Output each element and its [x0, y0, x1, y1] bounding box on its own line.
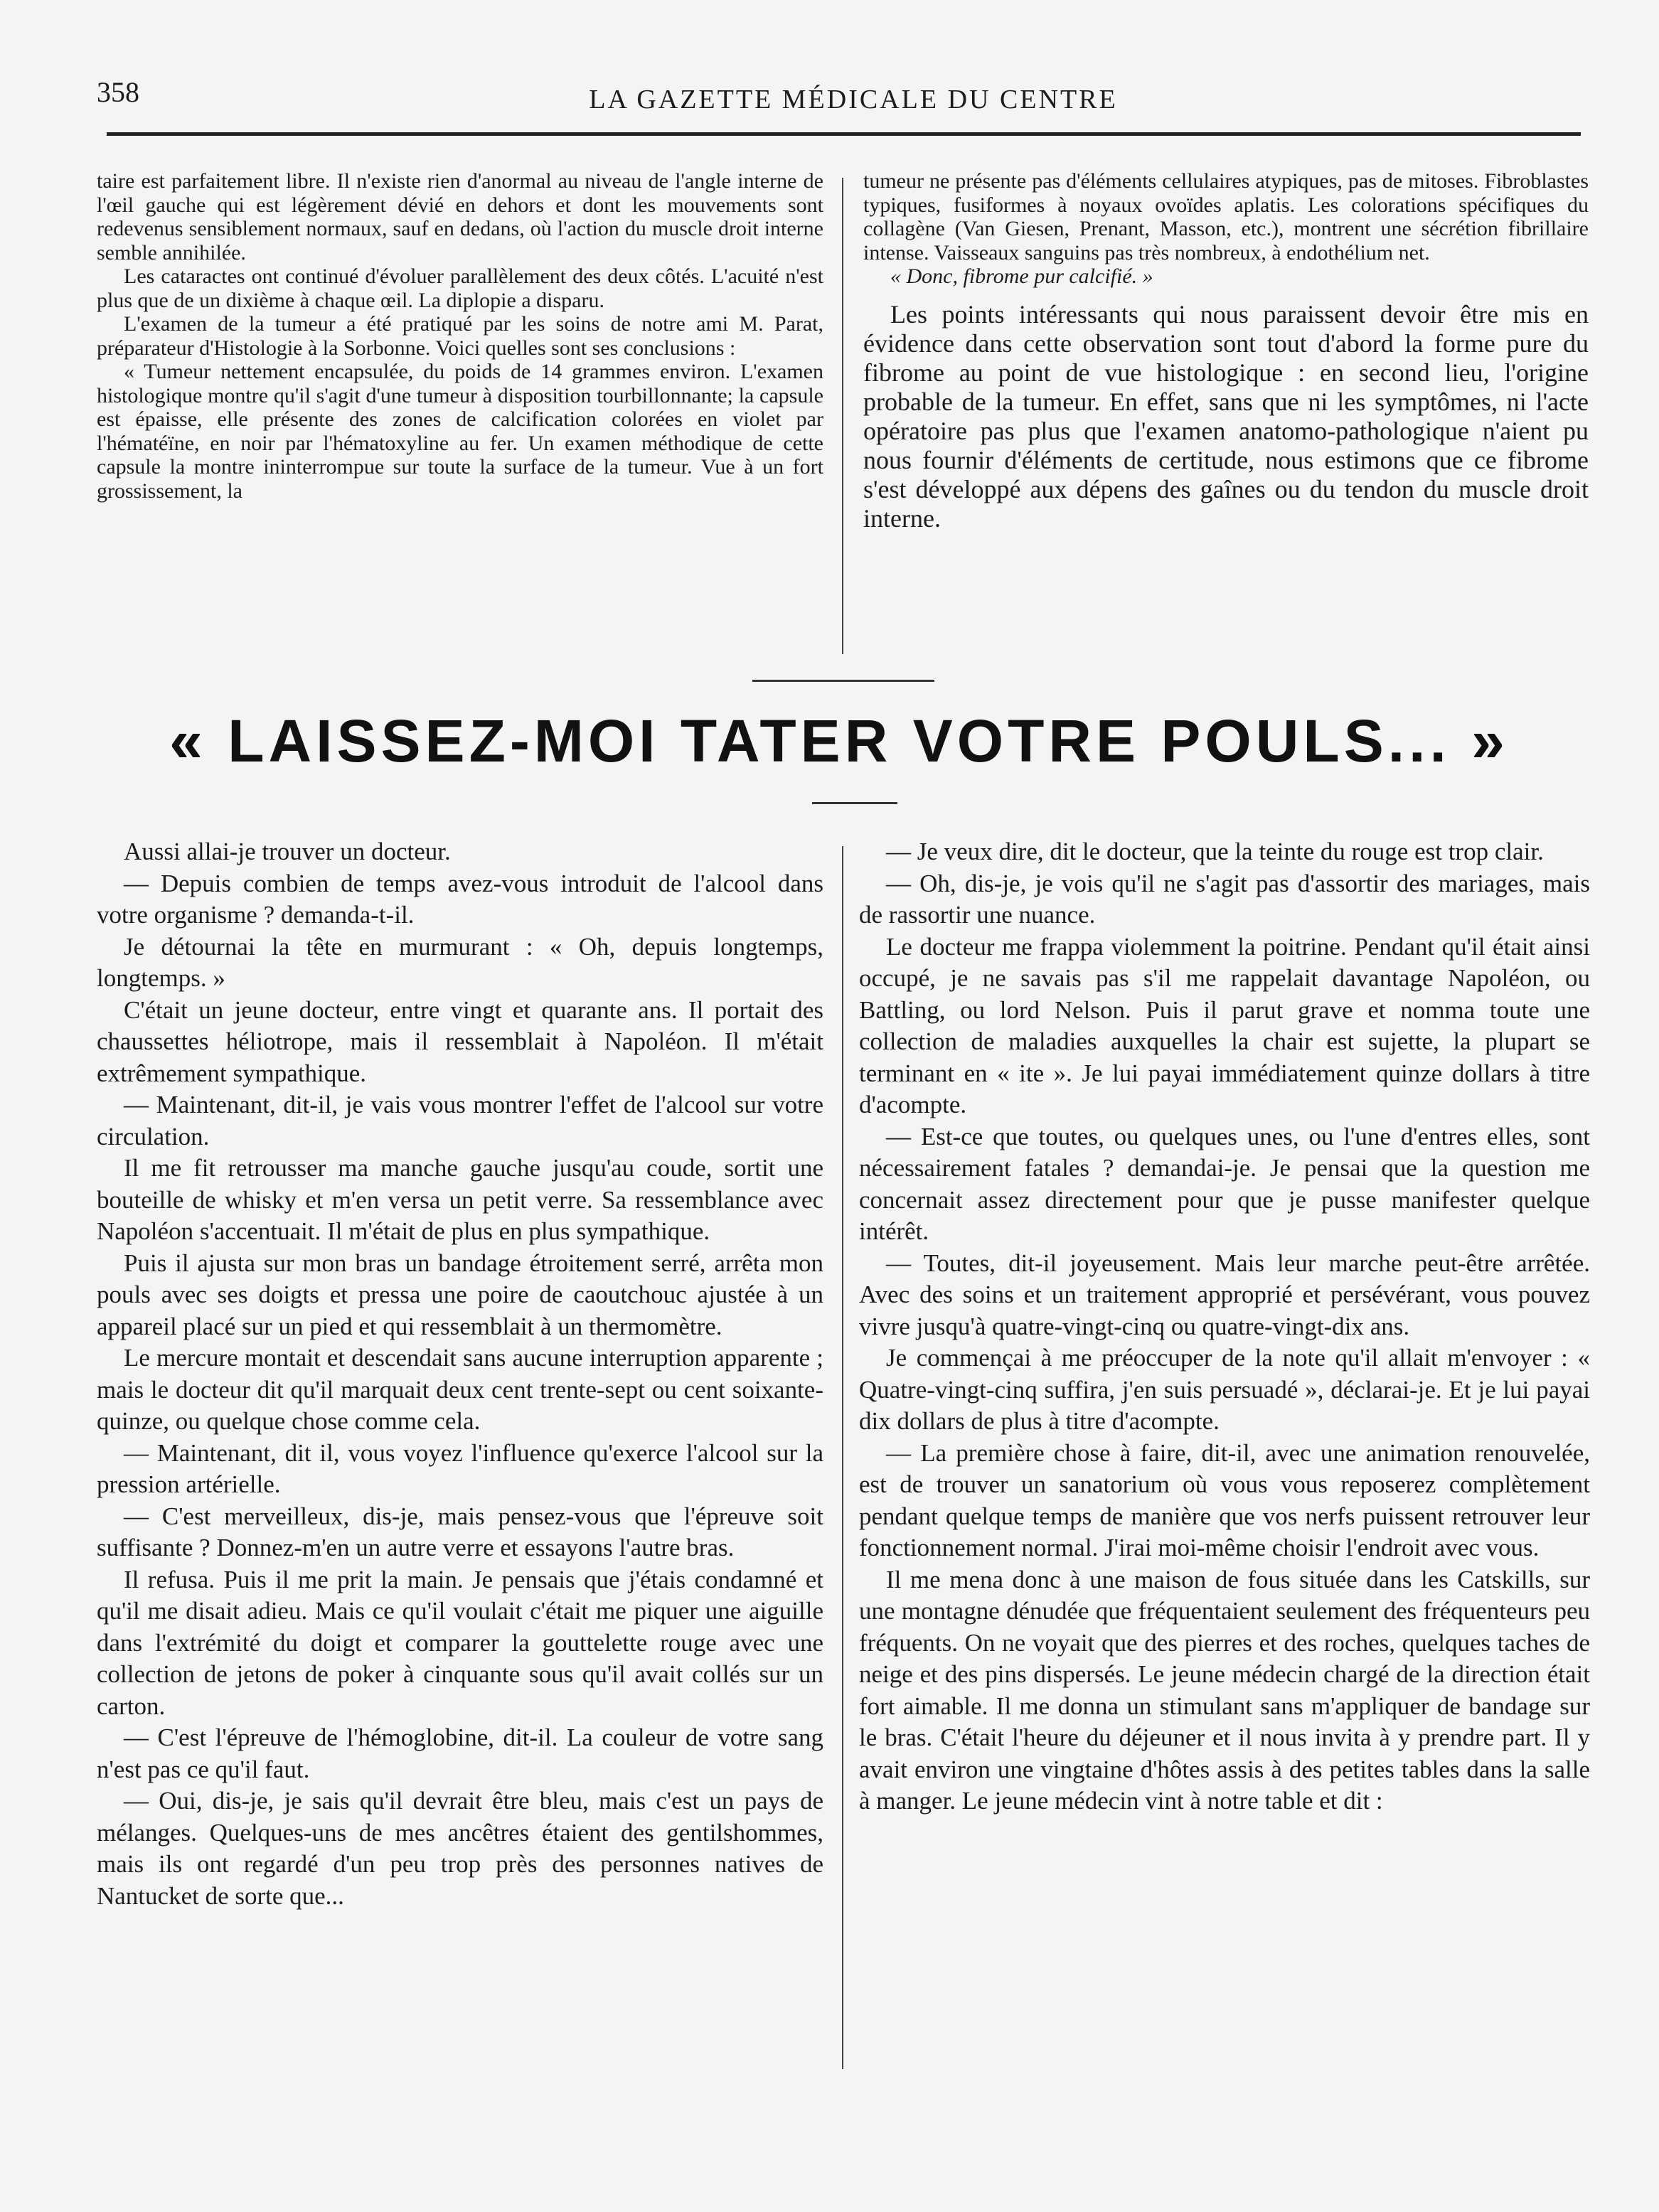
paragraph: Puis il ajusta sur mon bras un bandage étroitement serré, arrêta mon pouls avec ses doigts et pressa une poire de caoutchouc ajustée à un appareil placé sur un pied et qui ressemblait à un thermomètre. — [97, 1249, 823, 1340]
bottom-column-separator — [842, 846, 843, 2069]
paragraph: — Oui, dis-je, je sais qu'il devrait être bleu, mais c'est un pays de mélanges. Quelques-uns de mes ancêtres étaient des gentilshommes, mais ils ont regardé d'un peu trop près des personnes natives de Nantucket de sorte que... — [97, 1787, 823, 1910]
paragraph: taire est parfaitement libre. Il n'existe rien d'anormal au niveau de l'angle interne de l'œil gauche qui est légèrement dévié en dehors et dont les mouvements sont redevenus sensiblement normaux, sauf en dedans, où l'action du muscle droit interne semble annihilée. — [97, 169, 823, 265]
paragraph: — C'est l'épreuve de l'hémoglobine, dit-il. La couleur de votre sang n'est pas ce qu'il faut. — [97, 1724, 823, 1783]
paragraph: C'était un jeune docteur, entre vingt et quarante ans. Il portait des chaussettes héliotrope, mais il ressemblait à Napoléon. Il m'était extrêmement sympathique. — [97, 995, 823, 1087]
paragraph: Il me mena donc à une maison de fous située dans les Catskills, sur une montagne dénudée que fréquentaient seulement des fréquenteurs peu fréquents. On ne voyait que des pierres et des roches, quelques taches de neige et des pins dispersés. Le jeune médecin chargé de la direction était fort aimable. Il me donna un stimulant sans m'appliquer de bandage sur le bras. C'était l'heure du déjeuner et il nous invita à y prendre part. Il y avait environ une vingtaine d'hôtes assis à des petites tables dans la salle à manger. Le jeune médecin vint à notre table et dit : — [859, 1565, 1590, 1815]
paragraph: — Maintenant, dit-il, je vais vous montrer l'effet de l'alcool sur votre circulation. — [97, 1091, 823, 1150]
paragraph: — Est-ce que toutes, ou quelques unes, ou l'une d'entres elles, sont nécessairement fatales ? demandai-je. Je pensai que la question me concernait assez directement pour que je pusse manifester quelque intérêt. — [859, 1122, 1590, 1245]
paragraph: Je commençai à me préoccuper de la note qu'il allait m'envoyer : « Quatre-vingt-cinq suffira, j'en suis persuadé », déclarai-je. Et je lui payai dix dollars de plus à titre d'acompte. — [859, 1344, 1590, 1435]
top-right-column — [863, 169, 1589, 533]
paragraph: Les cataractes ont continué d'évoluer parallèlement des deux côtés. L'acuité n'est plus que de un dixième à chaque œil. La diplopie a disparu. — [97, 265, 823, 312]
paragraph: — La première chose à faire, dit-il, avec une animation renouvelée, est de trouver un sanatorium où vous vous reposerez complètement pendant quelque temps de manière que vos nerfs puissent retrouver leur fonctionnement normal. J'irai moi-même choisir l'endroit avec vous. — [859, 1438, 1590, 1561]
section-rule-bottom — [812, 802, 897, 804]
paragraph: Il refusa. Puis il me prit la main. Je pensais que j'étais condamné et qu'il me disait adieu. Mais ce qu'il voulait c'était me piquer une aiguille dans l'extrémité du doigt et comparer la gouttelette rouge avec une collection de jetons de poker à cinquante sous qu'il avait collés sur un carton. — [97, 1565, 823, 1720]
bottom-right-column — [859, 836, 1590, 1817]
paragraph: — Oh, dis-je, je vois qu'il ne s'agit pas d'assortir des mariages, mais de rassortir une nuance. — [859, 869, 1590, 929]
paragraph: « Donc, fibrome pur calcifié. » — [890, 265, 1153, 288]
paragraph: Le docteur me frappa violemment la poitrine. Pendant qu'il était ainsi occupé, je ne savais pas s'il me rappelait davantage Napoléon, ou Battling, ou lord Nelson. Puis il parut grave et nomma toute une collection de maladies auxquelles la chair est sujette, la plupart se terminant en « ite ». Je lui payai immédiatement quinze dollars à titre d'acompte. — [859, 932, 1590, 1118]
paragraph: Les points intéressants qui nous paraissent devoir être mis en évidence dans cette observation sont tout d'abord la forme pure du fibrome au point de vue histologique : en second lieu, l'origine probable de la tumeur. En effet, sans que ni les symptômes, ni l'acte opératoire pas plus que l'examen anatomo-pathologique n'aient pu nous fournir d'éléments de certitude, nous estimons que ce fibrome s'est développé aux dépens des gaînes ou du tendon du muscle droit interne. — [863, 299, 1589, 533]
section-rule-top — [752, 680, 934, 682]
paragraph: L'examen de la tumeur a été pratiqué par les soins de notre ami M. Parat, préparateur d'Histologie à la Sorbonne. Voici quelles sont ses conclusions : — [97, 312, 823, 360]
page-number: 358 — [97, 76, 139, 108]
paragraph: Aussi allai-je trouver un docteur. — [124, 838, 451, 865]
top-column-separator — [842, 178, 843, 654]
paragraph: — Maintenant, dit il, vous voyez l'influence qu'exerce l'alcool sur la pression artérielle. — [97, 1438, 823, 1498]
bottom-left-column — [97, 836, 823, 1912]
paragraph: « Tumeur nettement encapsulée, du poids de 14 grammes environ. L'examen histologique montre qu'il s'agit d'une tumeur à disposition tourbillonnante; la capsule est épaisse, elle présente des zones de calcification colorées en violet par l'hématéïne, en noir par l'hématoxyline au fer. Un examen méthodique de cette capsule la montre ininterrompue sur toute la surface de la tumeur. Vue à un fort grossissement, la — [97, 360, 823, 503]
paragraph: Je détournai la tête en murmurant : « Oh, depuis longtemps, longtemps. » — [97, 932, 823, 992]
paragraph: — Je veux dire, dit le docteur, que la teinte du rouge est trop clair. — [886, 838, 1544, 865]
paragraph: tumeur ne présente pas d'éléments cellulaires atypiques, pas de mitoses. Fibroblastes typiques, fusiformes à noyaux ovoïdes aplatis. Les colorations spécifiques du collagène (Van Giesen, Prenant, Masson, etc.), montrent une sécrétion fibrillaire intense. Vaisseaux sanguins pas très nombreux, à endothélium net. — [863, 169, 1589, 265]
paragraph: — Toutes, dit-il joyeusement. Mais leur marche peut-être arrêtée. Avec des soins et un traitement approprié et persévérant, vous pouvez vivre jusqu'à quatre-vingt-cinq ou quatre-vingt-dix ans. — [859, 1249, 1590, 1340]
running-head: LA GAZETTE MÉDICALE DU CENTRE — [589, 85, 1118, 114]
paragraph: Le mercure montait et descendait sans aucune interruption apparente ; mais le docteur dit qu'il marquait deux cent trente-sept ou cent soixante-quinze, ou quelque chose comme cela. — [97, 1344, 823, 1435]
header-rule — [107, 132, 1581, 136]
top-left-column — [97, 169, 823, 503]
paragraph: — C'est merveilleux, dis-je, mais pensez-vous que l'épreuve soit suffisante ? Donnez-m'en un autre verre et essayons l'autre bras. — [97, 1502, 823, 1561]
paragraph: Il me fit retrousser ma manche gauche jusqu'au coude, sortit une bouteille de whisky et m'en versa un petit verre. Sa ressemblance avec Napoléon s'accentuait. Il m'était de plus en plus sympathique. — [97, 1154, 823, 1245]
article-title: « LAISSEZ-MOI TATER VOTRE POULS... » — [169, 707, 1509, 774]
paragraph: — Depuis combien de temps avez-vous introduit de l'alcool dans votre organisme ? demanda-t-il. — [97, 869, 823, 929]
